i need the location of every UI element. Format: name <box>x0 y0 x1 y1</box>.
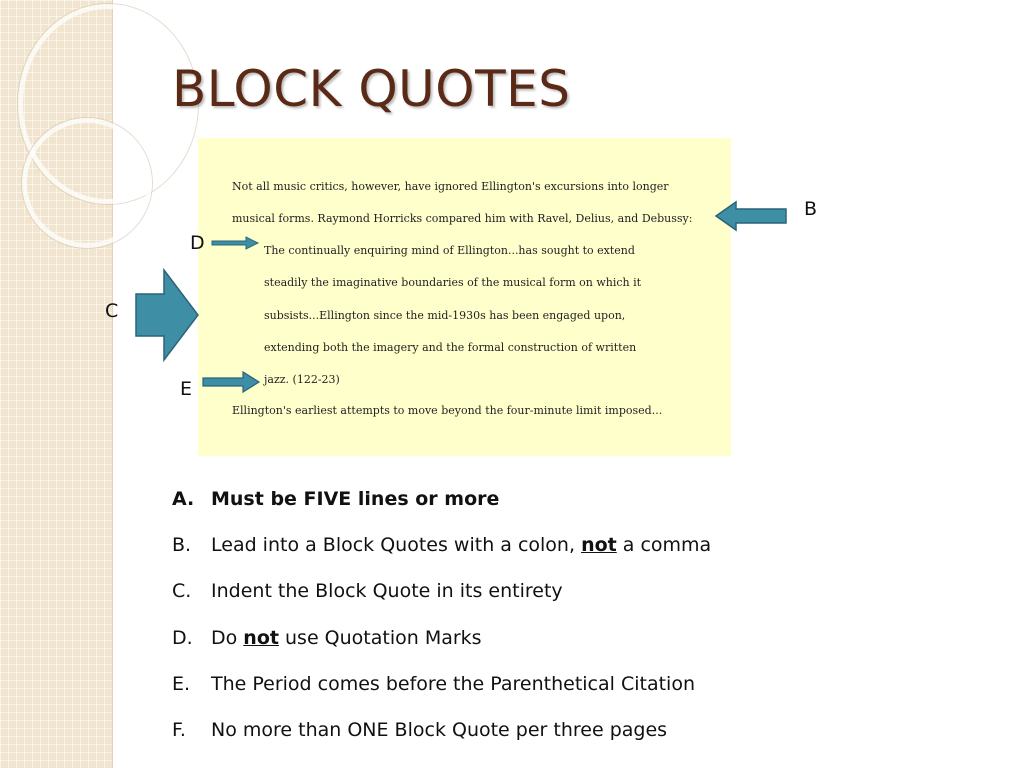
rule-text-part: a comma <box>616 534 712 557</box>
rule-text: Indent the Block Quote in its entirety <box>211 580 563 603</box>
block-quote-line: extending both the imagery and the formal construction of written <box>264 341 637 354</box>
marker-label-c: C <box>105 300 119 322</box>
rule-letter: A. <box>172 488 195 510</box>
decorative-side-strip <box>0 0 113 768</box>
quote-after-line: Ellington's earliest attempts to move beyond the four-minute limit imposed... <box>232 404 663 417</box>
quote-lead-line: musical forms. Raymond Horricks compared him with Ravel, Delius, and Debussy: <box>232 212 693 225</box>
arrow-b-icon <box>716 200 788 232</box>
rule-letter: C. <box>172 580 192 603</box>
rule-letter: B. <box>172 534 192 557</box>
decorative-ring-small <box>22 118 152 248</box>
rule-emphasis: not <box>243 626 279 649</box>
arrow-d-icon <box>212 236 260 250</box>
rule-text-part: use Quotation Marks <box>278 626 482 649</box>
rule-text <box>211 627 482 649</box>
arrow-c-icon <box>134 268 200 362</box>
quote-example-box <box>198 138 731 456</box>
marker-label-e: E <box>180 378 193 400</box>
rule-text-part: Do <box>211 626 244 649</box>
rule-text-part: Lead into a Block Quotes with a colon, <box>211 534 582 557</box>
block-quote-line: subsists...Ellington since the mid-1930s has been engaged upon, <box>264 309 626 322</box>
rule-letter: E. <box>172 672 191 695</box>
rule-text: Must be FIVE lines or more <box>211 488 500 510</box>
block-quote-line: The continually enquiring mind of Ellington...has sought to extend <box>264 244 635 257</box>
rule-text: The Period comes before the Parenthetical Citation <box>211 672 695 695</box>
arrow-e-icon <box>203 371 261 393</box>
rule-text: No more than ONE Block Quote per three pages <box>211 718 668 741</box>
rule-letter: D. <box>172 626 193 649</box>
quote-lead-line: Not all music critics, however, have ignored Ellington's excursions into longer <box>232 180 669 193</box>
marker-label-b: B <box>804 198 818 220</box>
block-quote-line: steadily the imaginative boundaries of the musical form on which it <box>264 276 642 289</box>
block-quote-line: jazz. (122-23) <box>264 373 340 386</box>
slide-title: BLOCK QUOTES <box>172 60 571 118</box>
rule-emphasis: not <box>581 534 617 557</box>
rule-letter: F. <box>172 718 186 741</box>
rule-text <box>211 534 711 556</box>
marker-label-d: D <box>190 232 205 254</box>
